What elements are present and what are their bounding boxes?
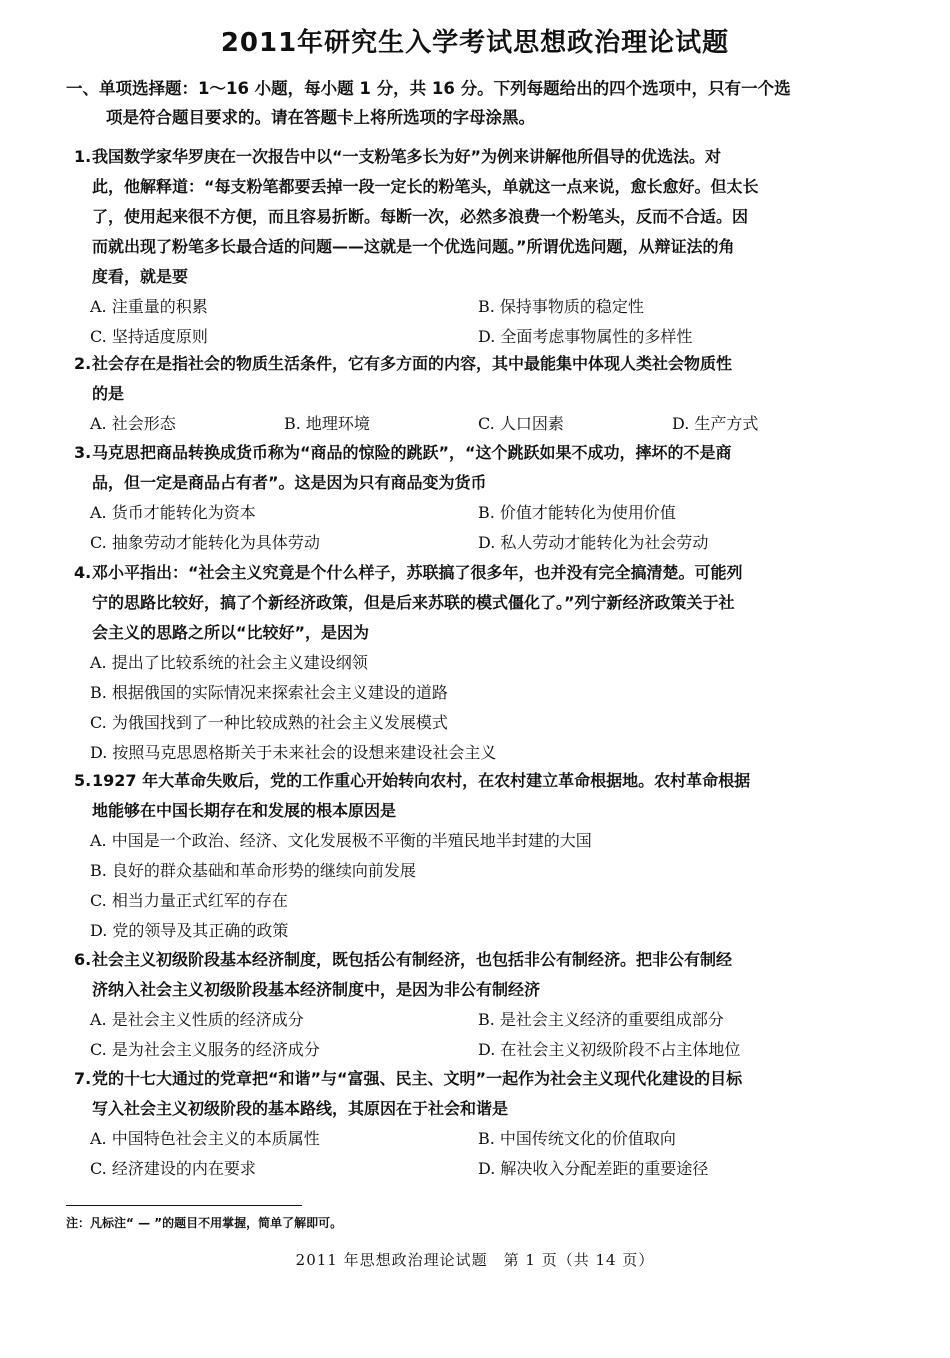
stem-line: 社会主义初级阶段基本经济制度，既包括公有制经济，也包括非公有制经济。把非公有制经 (92, 950, 733, 969)
section-line-2: 项是符合题目要求的。请在答题卡上将所选项的字母涂黑。 (106, 108, 535, 127)
options (74, 648, 860, 768)
option-c: C. 是为社会主义服务的经济成分 (90, 1040, 320, 1059)
option-c: C. 为俄国找到了一种比较成熟的社会主义发展模式 (90, 713, 448, 732)
stem-line: 济纳入社会主义初级阶段基本经济制度中，是因为非公有制经济 (92, 980, 541, 999)
stem-line: 1927 年大革命失败后，党的工作重心开始转向农村，在农村建立革命根据地。农村革命根据 (92, 771, 751, 790)
question-2 (74, 349, 860, 439)
question-7 (74, 1064, 860, 1184)
question-stem (74, 142, 860, 292)
stem-line: 的是 (92, 384, 125, 403)
question-number: 1. (74, 147, 92, 166)
question-5 (74, 766, 860, 946)
option-b: B. 中国传统文化的价值取向 (478, 1129, 676, 1148)
stem-line: 会主义的思路之所以“比较好”，是因为 (92, 623, 370, 642)
stem-line: 了，使用起来很不方便，而且容易折断。每断一次，必然多浪费一个粉笔头，反而不合适。因 (92, 207, 749, 226)
question-number: 4. (74, 563, 92, 582)
question-number: 6. (74, 950, 92, 969)
footnote: 注：凡标注“ — ”的题目不用掌握，简单了解即可。 (66, 1216, 343, 1230)
question-stem (74, 438, 860, 498)
option-a: A. 货币才能转化为资本 (90, 503, 256, 522)
question-number: 7. (74, 1069, 92, 1088)
stem-line: 马克思把商品转换成货币称为“商品的惊险的跳跃”，“这个跳跃如果不成功，摔坏的不是商 (92, 443, 732, 462)
stem-line: 写入社会主义初级阶段的基本路线，其原因在于社会和谐是 (92, 1099, 509, 1118)
question-stem (74, 1064, 860, 1124)
option-a: A. 中国是一个政治、经济、文化发展极不平衡的半殖民地半封建的大国 (90, 831, 592, 850)
question-stem (74, 558, 860, 648)
section-line-1: 一、单项选择题：1～16 小题，每小题 1 分，共 16 分。下列每题给出的四个选项中，只有一个选 (66, 79, 791, 98)
question-stem (74, 766, 860, 826)
question-number: 3. (74, 443, 92, 462)
footnote-divider (66, 1205, 302, 1206)
options (74, 1005, 860, 1065)
stem-line: 宁的思路比较好，搞了个新经济政策，但是后来苏联的模式僵化了。”列宁新经济政策关于社 (92, 593, 735, 612)
option-d: D. 生产方式 (672, 414, 759, 433)
question-number: 2. (74, 354, 92, 373)
option-d: D. 全面考虑事物属性的多样性 (478, 327, 693, 346)
page-title: 2011年研究生入学考试思想政治理论试题 (220, 28, 730, 58)
option-a: A. 提出了比较系统的社会主义建设纲领 (90, 653, 368, 672)
option-c: C. 经济建设的内在要求 (90, 1159, 256, 1178)
options (74, 498, 860, 558)
options (74, 1124, 860, 1184)
question-stem (74, 349, 860, 409)
question-6 (74, 945, 860, 1065)
stem-line: 社会存在是指社会的物质生活条件，它有多方面的内容，其中最能集中体现人类社会物质性 (92, 354, 733, 373)
option-c: C. 相当力量正式红军的存在 (90, 891, 288, 910)
question-1 (74, 142, 860, 352)
stem-line: 地能够在中国长期存在和发展的根本原因是 (92, 801, 397, 820)
stem-line: 而就出现了粉笔多长最合适的问题——这就是一个优选问题。”所谓优选问题，从辩证法的角 (92, 237, 735, 256)
option-b: B. 根据俄国的实际情况来探索社会主义建设的道路 (90, 683, 448, 702)
option-b: B. 是社会主义经济的重要组成部分 (478, 1010, 724, 1029)
option-b: B. 良好的群众基础和革命形势的继续向前发展 (90, 861, 416, 880)
page-footer: 2011 年思想政治理论试题 第 1 页（共 14 页） (295, 1251, 655, 1269)
stem-line: 党的十七大通过的党章把“和谐”与“富强、民主、文明”一起作为社会主义现代化建设的目标 (92, 1069, 743, 1088)
option-a: A. 社会形态 (90, 414, 176, 433)
stem-line: 邓小平指出：“社会主义究竟是个什么样子，苏联搞了很多年，也并没有完全搞清楚。可能列 (92, 563, 743, 582)
option-d: D. 按照马克思恩格斯关于未来社会的设想来建设社会主义 (90, 743, 497, 762)
option-a: A. 中国特色社会主义的本质属性 (90, 1129, 320, 1148)
option-d: D. 党的领导及其正确的政策 (90, 921, 289, 940)
options (74, 826, 860, 946)
option-c: C. 坚持适度原则 (90, 327, 208, 346)
question-3 (74, 438, 860, 558)
option-b: B. 价值才能转化为使用价值 (478, 503, 676, 522)
options (74, 409, 860, 439)
question-4 (74, 558, 860, 768)
option-d: D. 私人劳动才能转化为社会劳动 (478, 533, 709, 552)
question-number: 5. (74, 771, 92, 790)
option-d: D. 在社会主义初级阶段不占主体地位 (478, 1040, 741, 1059)
option-a: A. 是社会主义性质的经济成分 (90, 1010, 304, 1029)
stem-line: 度看，就是要 (92, 267, 189, 286)
option-c: C. 人口因素 (478, 414, 564, 433)
option-b: B. 保持事物质的稳定性 (478, 297, 644, 316)
option-a: A. 注重量的积累 (90, 297, 208, 316)
stem-line: 此，他解释道：“每支粉笔都要丢掉一段一定长的粉笔头，单就这一点来说，愈长愈好。但太长 (92, 177, 759, 196)
section-instructions (66, 74, 861, 132)
option-c: C. 抽象劳动才能转化为具体劳动 (90, 533, 320, 552)
question-stem (74, 945, 860, 1005)
options (74, 292, 860, 352)
stem-line: 品，但一定是商品占有者”。这是因为只有商品变为货币 (92, 473, 487, 492)
option-d: D. 解决收入分配差距的重要途径 (478, 1159, 709, 1178)
option-b: B. 地理环境 (284, 414, 370, 433)
stem-line: 我国数学家华罗庚在一次报告中以“一支粉笔多长为好”为例来讲解他所倡导的优选法。对 (92, 147, 722, 166)
